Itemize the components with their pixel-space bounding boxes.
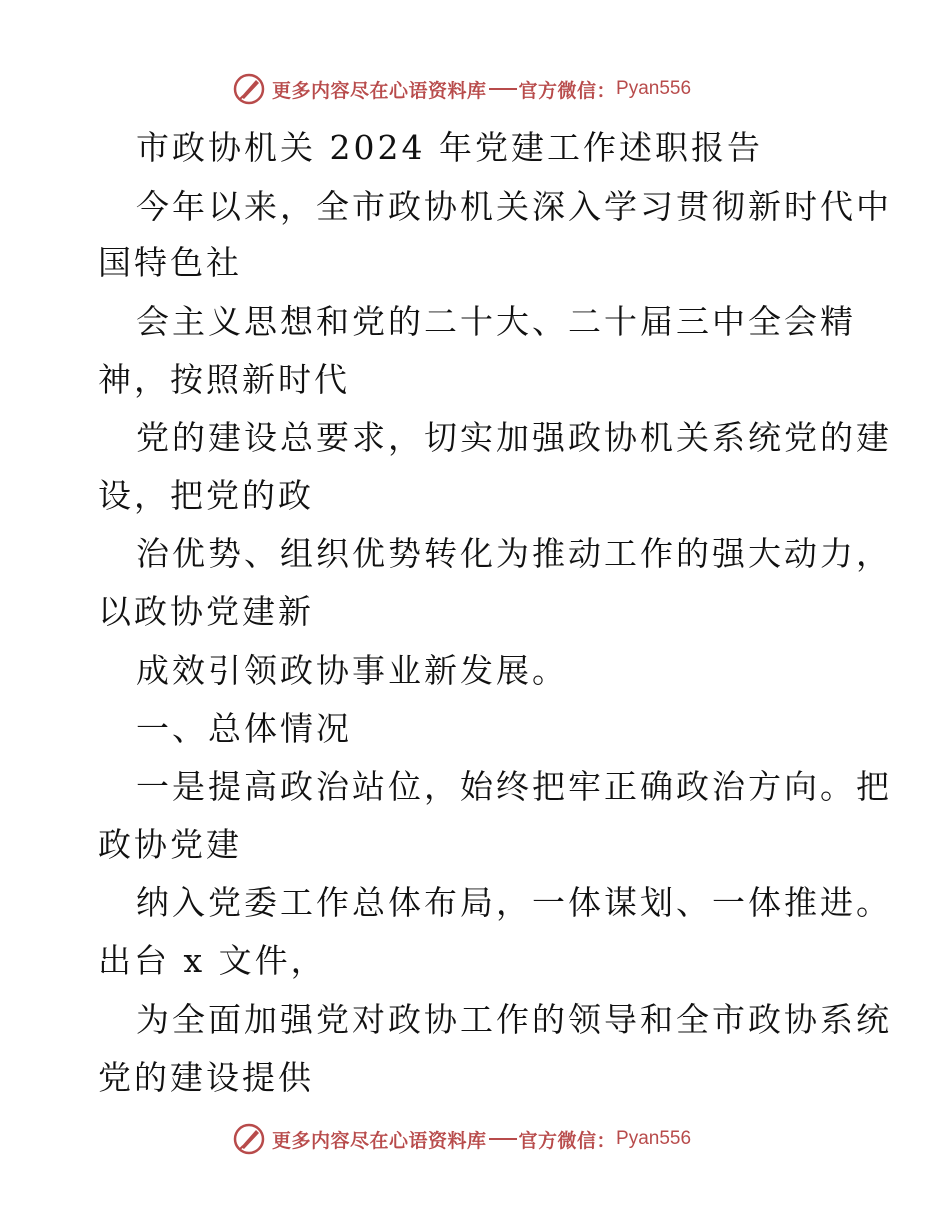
paragraph-line: 党的建设总要求，切实加强政协机关系统党的建 xyxy=(136,418,892,457)
watermark-account: Pyan556 xyxy=(616,1128,692,1149)
paragraph-line: 纳入党委工作总体布局，一体谋划、一体推进。 xyxy=(136,883,892,922)
paragraph-line: 为全面加强党对政协工作的领导和全市政协系统 xyxy=(136,1000,892,1039)
paragraph-line: 治优势、组织优势转化为推动工作的强大动力， xyxy=(136,534,892,573)
paragraph-line: 设，把党的政 xyxy=(98,476,314,515)
watermark-main-text: 更多内容尽在心语资料库 xyxy=(272,1129,487,1152)
quill-logo-icon xyxy=(232,1122,266,1156)
paragraph-line: 今年以来，全市政协机关深入学习贯彻新时代中 xyxy=(136,187,892,226)
quill-logo-icon xyxy=(232,72,266,106)
watermark-account: Pyan556 xyxy=(616,78,692,99)
paragraph-line: 成效引领政协事业新发展。 xyxy=(136,651,568,690)
watermark-secondary-text: 官方微信： xyxy=(518,79,617,102)
document-title: 市政协机关 2024 年党建工作述职报告 xyxy=(136,128,763,167)
watermark-main-text: 更多内容尽在心语资料库 xyxy=(272,79,487,102)
watermark-dash xyxy=(489,1138,517,1140)
paragraph-line: 会主义思想和党的二十大、二十届三中全会精 xyxy=(136,302,856,341)
paragraph-line: 以政协党建新 xyxy=(98,592,314,631)
watermark-footer xyxy=(232,1122,691,1156)
paragraph-line: 国特色社 xyxy=(98,243,242,282)
paragraph-line: 一是提高政治站位，始终把牢正确政治方向。把 xyxy=(136,767,892,806)
paragraph-line: 神，按照新时代 xyxy=(98,360,350,399)
paragraph-line: 出台 x 文件， xyxy=(98,941,327,980)
paragraph-line: 政协党建 xyxy=(98,825,242,864)
section-heading: 一、总体情况 xyxy=(136,709,352,748)
watermark-dash xyxy=(489,88,517,90)
watermark-header xyxy=(232,72,691,106)
paragraph-line: 党的建设提供 xyxy=(98,1058,314,1097)
watermark-secondary-text: 官方微信： xyxy=(518,1129,617,1152)
